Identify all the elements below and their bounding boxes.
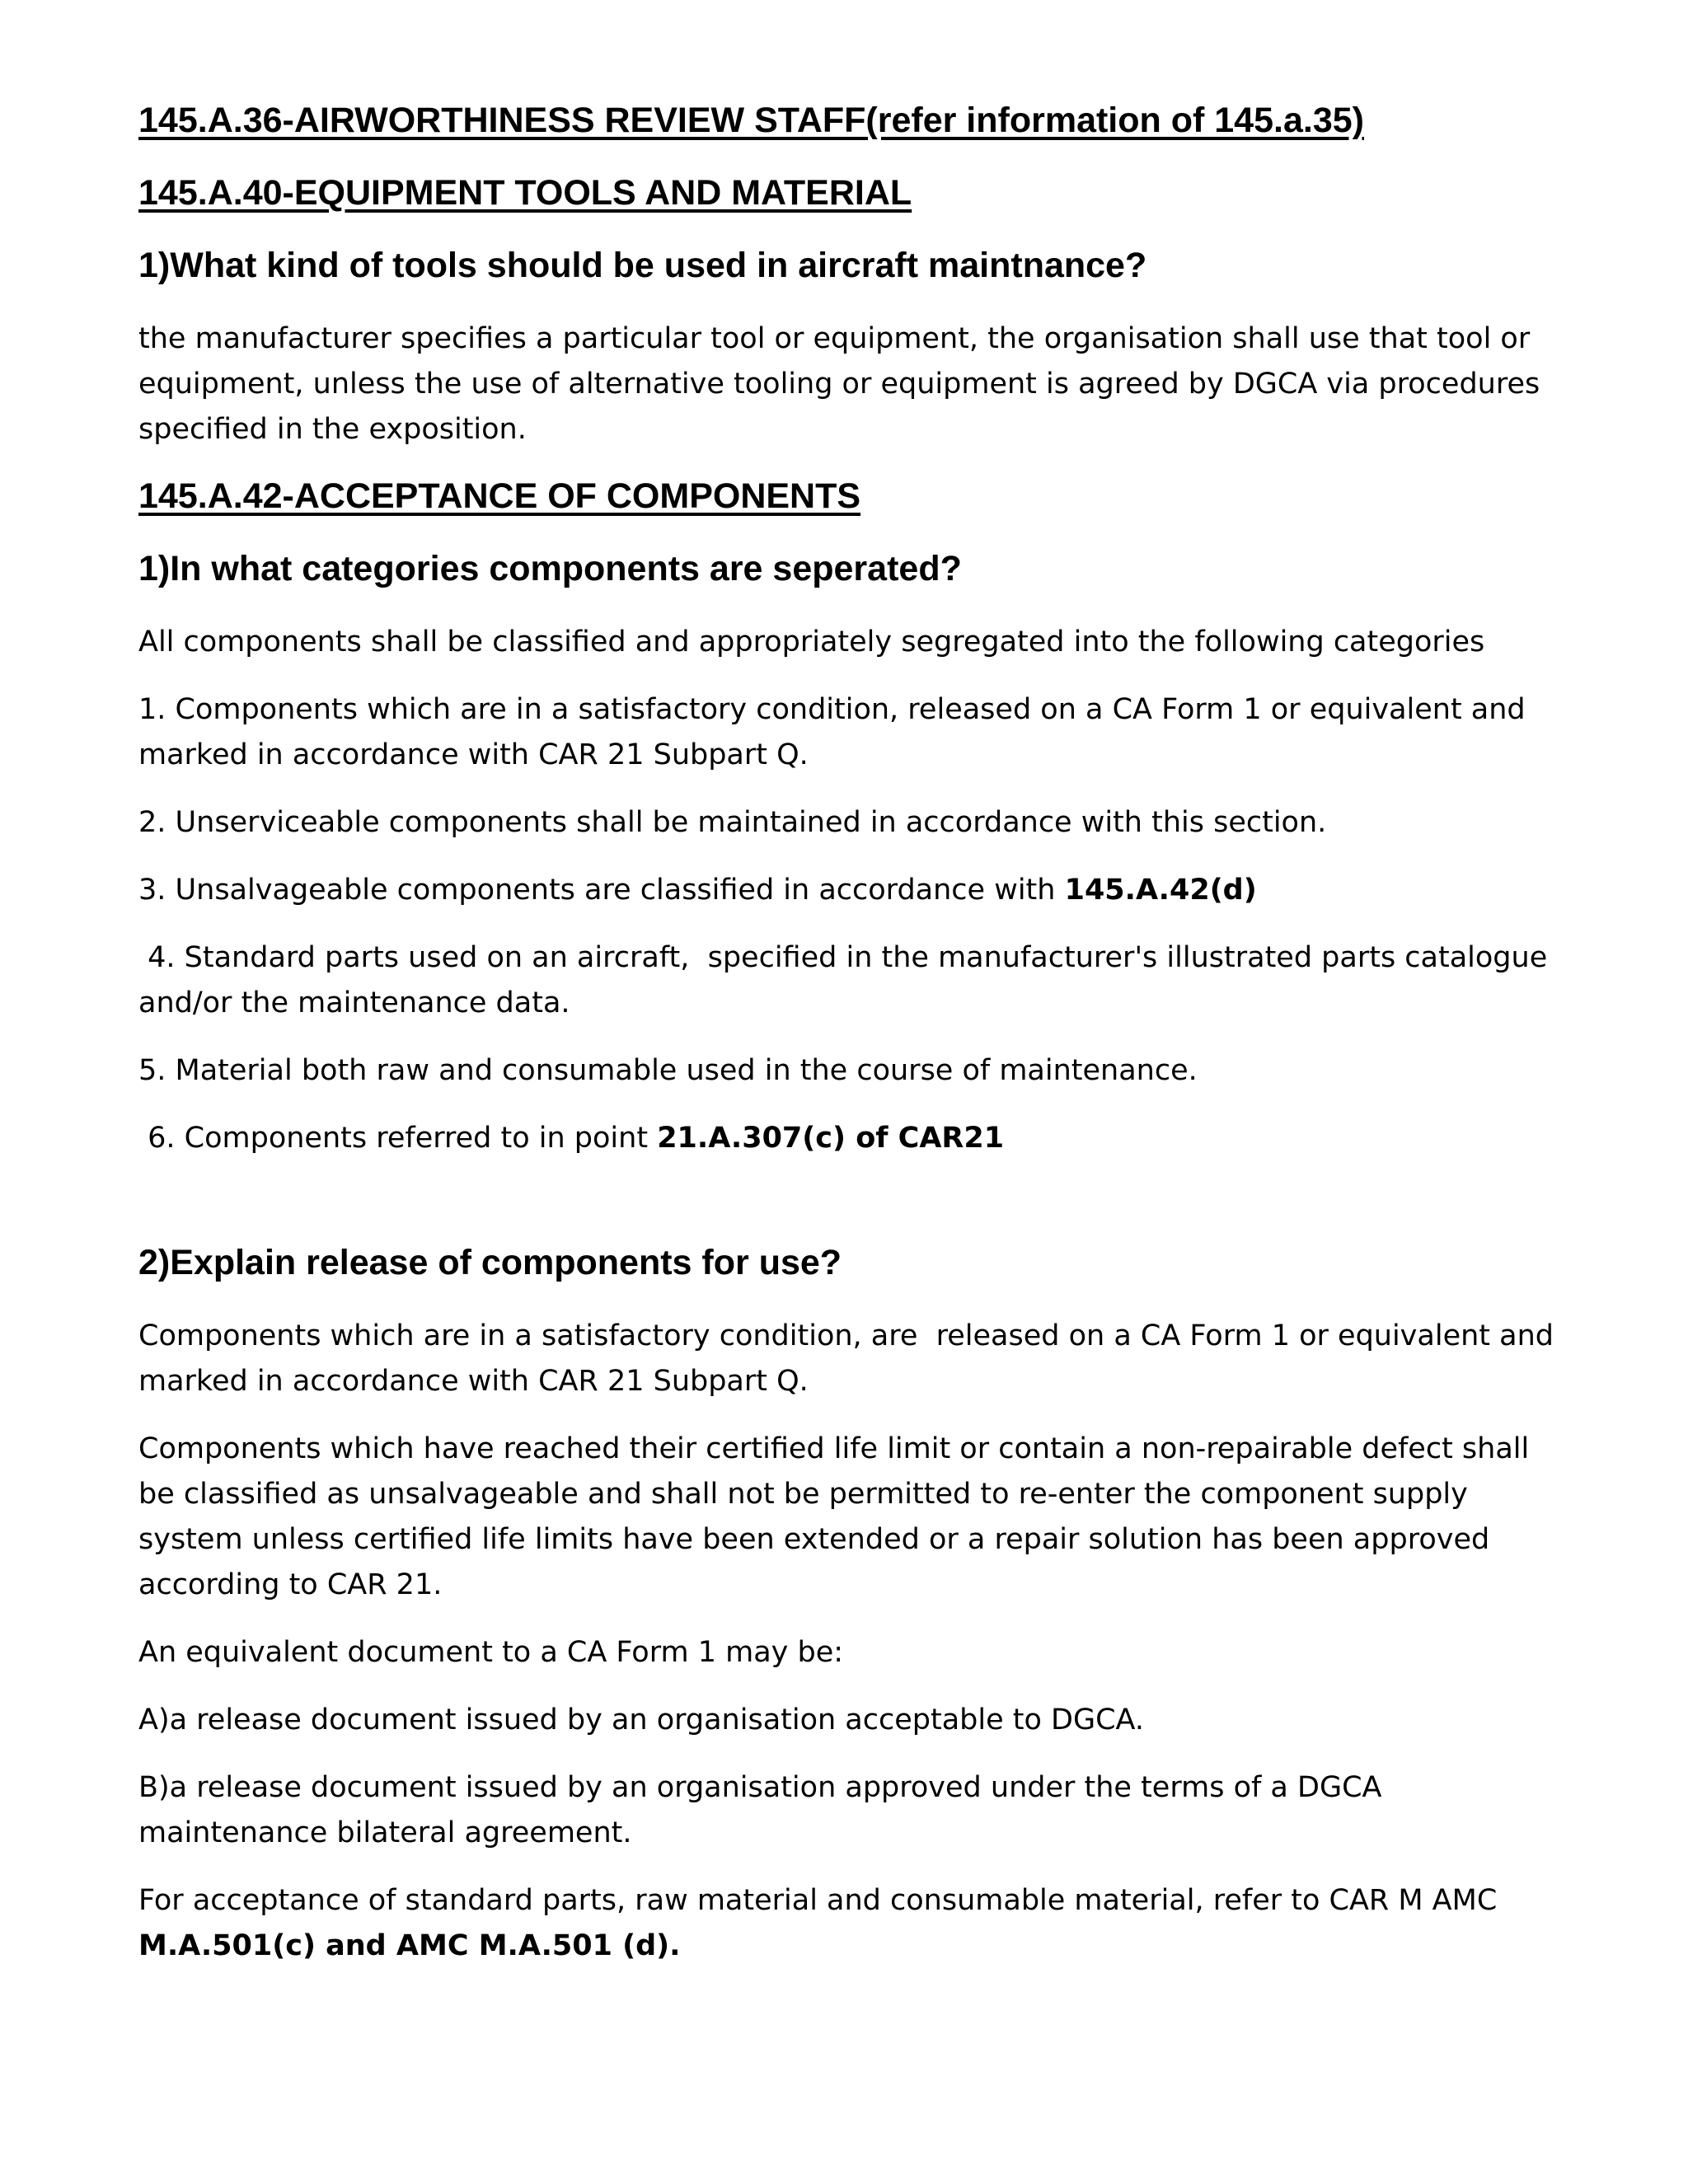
release-paragraph-4: A)a release document issued by an organisation acceptable to DGCA.: [138, 1704, 1144, 1736]
release-paragraph-6: [138, 1878, 1556, 1969]
release-paragraph-2: Components which have reached their certified life limit or contain a non-repairable defect shall be classified as unsalvageable and shall not be permitted to re-enter the component supply system unless certified life limits have been extended or a repair solution has been approved according to CAR 21.: [138, 1432, 1530, 1601]
release-paragraph-5: B)a release document issued by an organisation approved under the terms of a DGCA maintenance bilateral agreement.: [138, 1771, 1382, 1849]
category-item-3-reference: 145.A.42(d): [1064, 874, 1257, 907]
category-item-6: [138, 1116, 1556, 1161]
categories-intro: All components shall be classified and appropriately segregated into the following categories: [138, 626, 1485, 658]
release-paragraph-3: An equivalent document to a CA Form 1 may be:: [138, 1636, 844, 1669]
question-tools: 1)What kind of tools should be used in aircraft maintnance?: [138, 246, 1147, 285]
category-item-4: 4. Standard parts used on an aircraft, specified in the manufacturer's illustrated parts catalogue and/or the maintenance data.: [138, 941, 1557, 1019]
section-title-145-a-40: 145.A.40-EQUIPMENT TOOLS AND MATERIAL: [138, 173, 912, 213]
spacer: [138, 1183, 1556, 1241]
section-title-145-a-36: 145.A.36-AIRWORTHINESS REVIEW STAFF(refer information of 145.a.35): [138, 101, 1364, 140]
question-release: 2)Explain release of components for use?: [138, 1243, 842, 1282]
section-title-145-a-42: 145.A.42-ACCEPTANCE OF COMPONENTS: [138, 476, 861, 516]
release-paragraph-6-text: For acceptance of standard parts, raw material and consumable material, refer to CAR M AMC: [138, 1884, 1498, 1917]
release-paragraph-1: Components which are in a satisfactory condition, are released on a CA Form 1 or equivalent and marked in accordance with CAR 21 Subpart Q.: [138, 1319, 1564, 1398]
document-page: [138, 99, 1564, 1991]
answer-tools: the manufacturer specifies a particular tool or equipment, the organisation shall use that tool or equipment, unless the use of alternative tooling or equipment is agreed by DGCA via procedures specified in the exposition.: [138, 322, 1540, 446]
category-item-2: 2. Unserviceable components shall be maintained in accordance with this section.: [138, 806, 1327, 839]
release-paragraph-6-reference: M.A.501(c) and AMC M.A.501 (d).: [138, 1929, 681, 1962]
question-categories: 1)In what categories components are seperated?: [138, 549, 962, 588]
category-item-1: 1. Components which are in a satisfactory condition, released on a CA Form 1 or equivalent and marked in accordance with CAR 21 Subpart Q.: [138, 693, 1526, 771]
category-item-6-text: 6. Components referred to in point: [138, 1122, 658, 1155]
category-item-5: 5. Material both raw and consumable used in the course of maintenance.: [138, 1054, 1198, 1087]
category-item-3-text: 3. Unsalvageable components are classified in accordance with: [138, 874, 1065, 907]
category-item-3: [138, 868, 1556, 913]
category-item-6-reference: 21.A.307(c) of CAR21: [657, 1122, 1005, 1155]
